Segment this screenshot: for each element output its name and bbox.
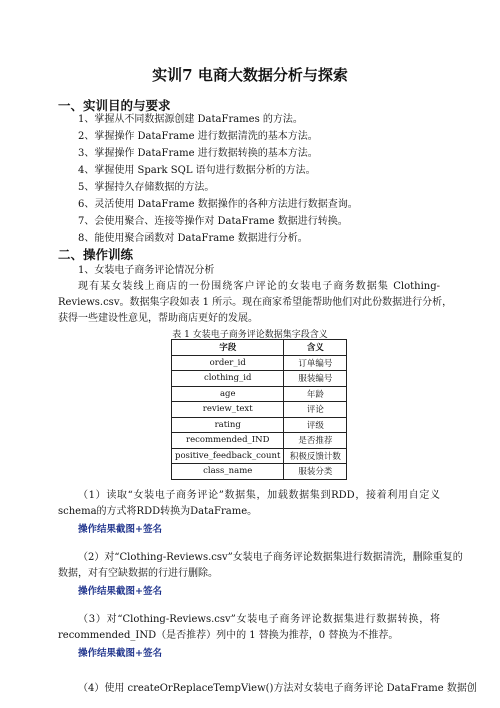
table-row bbox=[172, 433, 347, 449]
screenshot-signature-note: 操作结果截图+签名 bbox=[78, 524, 162, 535]
field-name-cell: clothing_id bbox=[172, 371, 284, 387]
task-line: schema的方式将RDD转换为DataFrame。 bbox=[58, 506, 258, 517]
task-line: （1）读取“女装电子商务评论”数据集，加载数据集到RDD，接着利用自定义 bbox=[78, 490, 440, 501]
objective-item: 8、能使用聚合函数对 DataFrame 数据进行分析。 bbox=[78, 233, 308, 244]
table-row bbox=[172, 355, 347, 371]
document-title: 实训7 电商大数据分析与探索 bbox=[152, 66, 348, 84]
table-row bbox=[172, 448, 347, 464]
field-meaning-cell: 年龄 bbox=[284, 386, 347, 402]
task-line: （3）对“Clothing-Reviews.csv”女装电子商务评论数据集进行数据转换，将 bbox=[78, 614, 440, 625]
field-name-cell: age bbox=[172, 386, 284, 402]
screenshot-signature-note: 操作结果截图+签名 bbox=[78, 586, 162, 597]
objective-item: 6、灵活使用 DataFrame 数据操作的各种方法进行数据查询。 bbox=[78, 199, 358, 210]
table-row bbox=[172, 386, 347, 402]
table-header-row bbox=[172, 340, 347, 356]
intro-line: 获得一些建设性意见，帮助商店更好的发展。 bbox=[58, 313, 258, 324]
objective-item: 4、掌握使用 Spark SQL 语句进行数据分析的方法。 bbox=[78, 165, 316, 176]
table-row bbox=[172, 402, 347, 418]
objective-item: 3、掌握操作 DataFrame 进行数据转换的基本方法。 bbox=[78, 148, 318, 159]
column-header-field: 字段 bbox=[172, 340, 284, 356]
field-name-cell: positive_feedback_count bbox=[172, 448, 284, 464]
table-row bbox=[172, 371, 347, 387]
field-name-cell: order_id bbox=[172, 355, 284, 371]
task-line: 数据，对有空缺数据的行进行删除。 bbox=[58, 568, 218, 579]
field-meaning-cell: 是否推荐 bbox=[284, 433, 347, 449]
objective-item: 2、掌握操作 DataFrame 进行数据清洗的基本方法。 bbox=[78, 131, 318, 142]
task-line: （2）对“Clothing-Reviews.csv”女装电子商务评论数据集进行数据清洗，删除重复的 bbox=[78, 552, 463, 563]
objective-item: 1、掌握从不同数据源创建 DataFrames 的方法。 bbox=[78, 114, 303, 125]
field-meaning-cell: 评论 bbox=[284, 402, 347, 418]
section2-heading: 二、操作训练 bbox=[58, 247, 134, 262]
table-row bbox=[172, 417, 347, 433]
table-row bbox=[172, 464, 347, 480]
field-name-cell: rating bbox=[172, 417, 284, 433]
field-meaning-cell: 评级 bbox=[284, 417, 347, 433]
field-meaning-cell: 订单编号 bbox=[284, 355, 347, 371]
column-header-meaning: 含义 bbox=[284, 340, 347, 356]
field-name-cell: review_text bbox=[172, 402, 284, 418]
intro-line: Reviews.csv。数据集字段如表 1 所示。现在商家希望能帮助他们对此份数据进行分析， bbox=[58, 297, 453, 308]
field-name-cell: recommended_IND bbox=[172, 433, 284, 449]
field-meaning-cell: 积极反馈计数 bbox=[284, 448, 347, 464]
objective-item: 7、会使用聚合、连接等操作对 DataFrame 数据进行转换。 bbox=[78, 216, 348, 227]
fields-table bbox=[171, 339, 347, 480]
field-meaning-cell: 服装编号 bbox=[284, 371, 347, 387]
objective-item: 5、掌握持久存储数据的方法。 bbox=[78, 182, 215, 193]
screenshot-signature-note: 操作结果截图+签名 bbox=[78, 648, 162, 659]
field-name-cell: class_name bbox=[172, 464, 284, 480]
task-line: recommended_IND（是否推荐）列中的 1 替换为推荐，0 替换为不推荐。 bbox=[58, 630, 399, 641]
task-line: （4）使用 createOrReplaceTempView()方法对女装电子商务评论 DataFrame 数据创 bbox=[78, 683, 477, 694]
intro-line: 现有某女装线上商店的一份围绕客户评论的女装电子商务数据集 Clothing- bbox=[78, 281, 440, 292]
field-meaning-cell: 服装分类 bbox=[284, 464, 347, 480]
table-caption: 表 1 女装电子商务评论数据集字段含义 bbox=[172, 330, 328, 340]
section1-heading: 一、实训目的与要求 bbox=[58, 98, 171, 113]
section2-subheading: 1、女装电子商务评论情况分析 bbox=[78, 265, 215, 276]
